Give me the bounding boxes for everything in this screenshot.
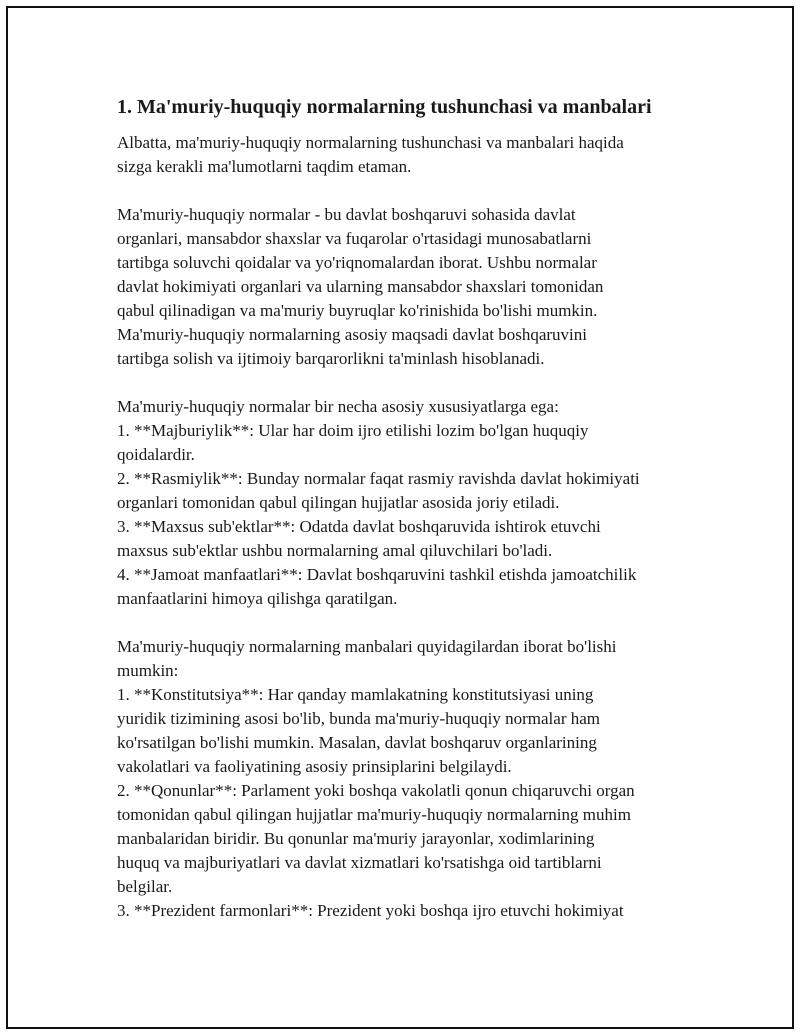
text-line: tartibga solish va ijtimoiy barqarorlikni ta'minlash hisoblanadi. [117, 349, 545, 368]
list-item: 2. **Qonunlar**: Parlament yoki boshqa vakolatli qonun chiqaruvchi organ [117, 781, 635, 800]
text-line: yuridik tizimining asosi bo'lib, bunda ma'muriy-huquqiy normalar ham [117, 709, 600, 728]
text-line: maxsus sub'ektlar ushbu normalarning amal qiluvchilari bo'ladi. [117, 541, 553, 560]
text-line: Ma'muriy-huquqiy normalar - bu davlat boshqaruvi sohasida davlat [117, 205, 576, 224]
text-line: organlari tomonidan qabul qilingan hujjatlar asosida joriy etiladi. [117, 493, 560, 512]
text-line: belgilar. [117, 877, 173, 896]
features-paragraph [117, 395, 717, 611]
intro-paragraph [117, 131, 717, 179]
text-line: huquq va majburiyatlari va davlat xizmatlari ko'rsatishga oid tartiblarni [117, 853, 602, 872]
document-body [117, 93, 717, 923]
text-line: manfaatlarini himoya qilishga qaratilgan. [117, 589, 398, 608]
list-item: 4. **Jamoat manfaatlari**: Davlat boshqaruvini tashkil etishda jamoatchilik [117, 565, 637, 584]
text-line: tomonidan qabul qilingan hujjatlar ma'muriy-huquqiy normalarning muhim [117, 805, 631, 824]
text-line: davlat hokimiyati organlari va ularning mansabdor shaxslari tomonidan [117, 277, 604, 296]
text-line: Ma'muriy-huquqiy normalarning asosiy maqsadi davlat boshqaruvini [117, 325, 588, 344]
list-item: 2. **Rasmiylik**: Bunday normalar faqat rasmiy ravishda davlat hokimiyati [117, 469, 640, 488]
text-line: tartibga soluvchi qoidalar va yo'riqnomalardan iborat. Ushbu normalar [117, 253, 597, 272]
list-item: 3. **Maxsus sub'ektlar**: Odatda davlat boshqaruvida ishtirok etuvchi [117, 517, 601, 536]
text-line: ko'rsatilgan bo'lishi mumkin. Masalan, davlat boshqaruv organlarining [117, 733, 597, 752]
text-line: Albatta, ma'muriy-huquqiy normalarning tushunchasi va manbalari haqida [117, 133, 624, 152]
list-item: 1. **Konstitutsiya**: Har qanday mamlakatning konstitutsiyasi uning [117, 685, 594, 704]
text-line: vakolatlari va faoliyatining asosiy prinsiplarini belgilaydi. [117, 757, 512, 776]
text-line: qoidalardir. [117, 445, 195, 464]
list-item: 1. **Majburiylik**: Ular har doim ijro etilishi lozim bo'lgan huquqiy [117, 421, 589, 440]
text-line: Ma'muriy-huquqiy normalar bir necha asosiy xususiyatlarga ega: [117, 397, 559, 416]
definition-paragraph [117, 203, 717, 371]
sources-paragraph [117, 635, 717, 923]
text-line: qabul qilinadigan va ma'muriy buyruqlar ko'rinishida bo'lishi mumkin. [117, 301, 598, 320]
list-item: 3. **Prezident farmonlari**: Prezident yoki boshqa ijro etuvchi hokimiyat [117, 901, 624, 920]
text-line: Ma'muriy-huquqiy normalarning manbalari quyidagilardan iborat bo'lishi [117, 637, 617, 656]
text-line: mumkin: [117, 661, 179, 680]
text-line: organlari, mansabdor shaxslar va fuqarolar o'rtasidagi munosabatlarni [117, 229, 592, 248]
document-heading: 1. Ma'muriy-huquqiy normalarning tushunchasi va manbalari [117, 96, 652, 118]
text-line: sizga kerakli ma'lumotlarni taqdim etaman. [117, 157, 412, 176]
text-line: manbalaridan biridir. Bu qonunlar ma'muriy jarayonlar, xodimlarining [117, 829, 595, 848]
